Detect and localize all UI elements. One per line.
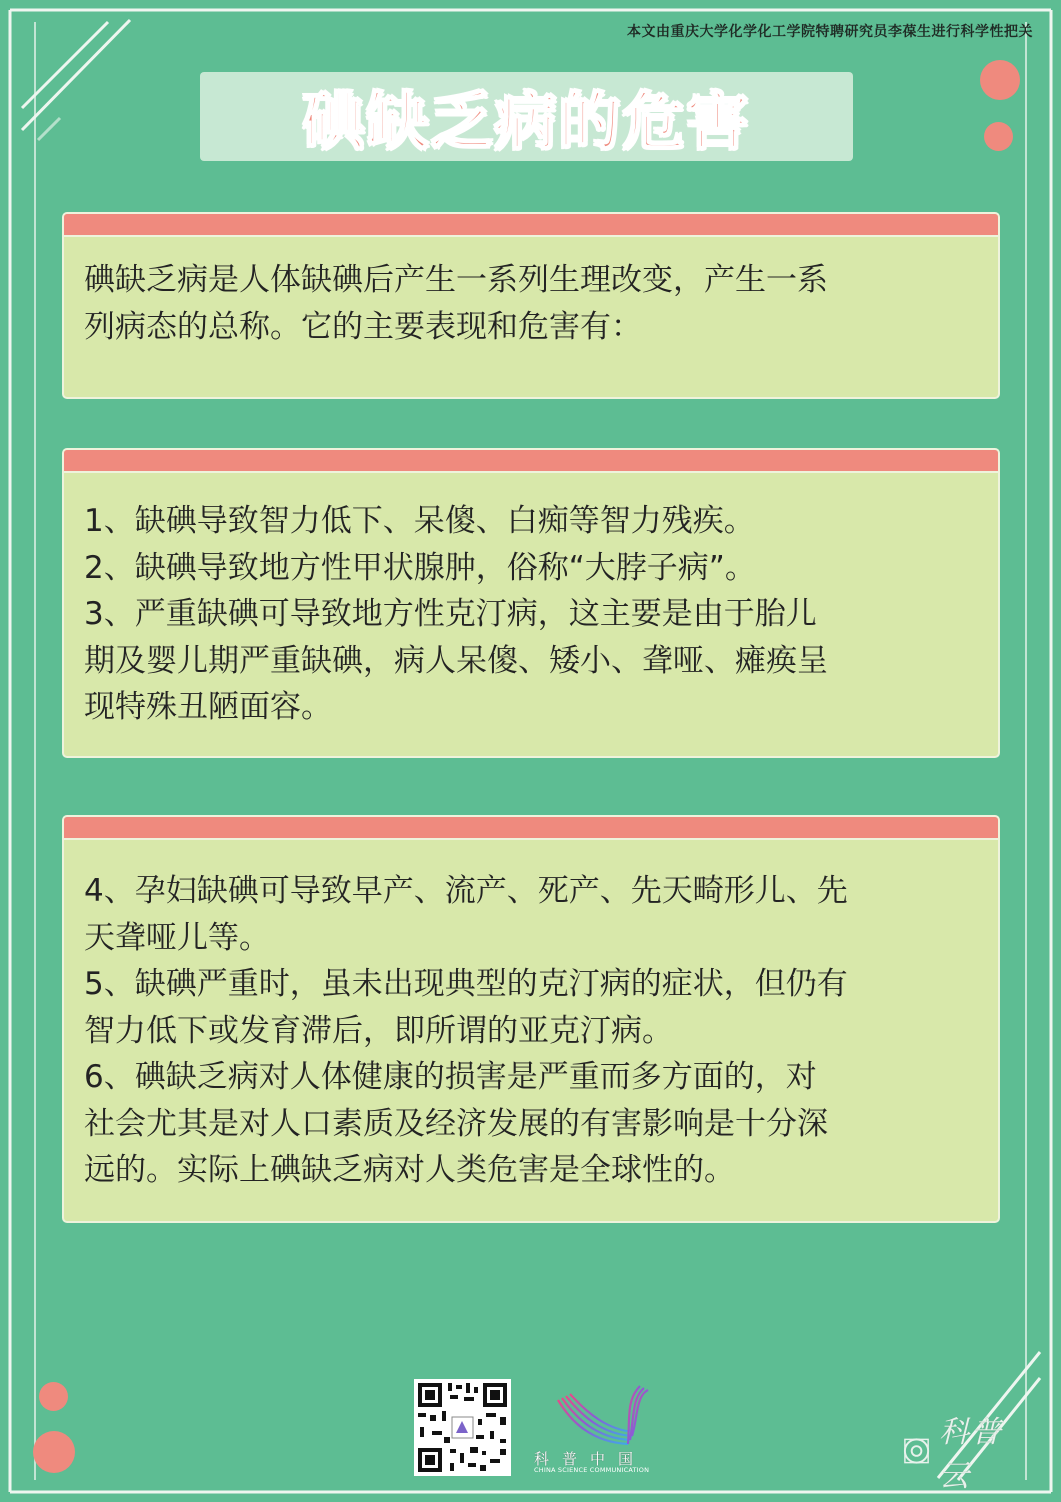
qr-code-icon (414, 1379, 511, 1476)
title-box (200, 72, 853, 161)
card-text (64, 237, 998, 350)
text-line: 2、缺碘导致地方性甲状腺肿，俗称“大脖子病”。 (84, 549, 756, 586)
page-title: 碘缺乏病的危害 (302, 85, 751, 158)
watermark-text: 科普云 (939, 1415, 1004, 1494)
logo-subtitle: CHINA SCIENCE COMMUNICATION (534, 1466, 650, 1474)
card-text (64, 840, 998, 1194)
decorative-dot (33, 1431, 75, 1473)
qr-code[interactable] (414, 1379, 511, 1476)
logo-name: 科普中国 (534, 1450, 647, 1468)
info-card-harms-1 (62, 448, 1000, 758)
text-line: 智力低下或发育滞后，即所谓的亚克汀病。 (84, 1012, 673, 1049)
watermark (902, 1415, 1032, 1494)
card-text (64, 473, 998, 731)
card-header-bar (64, 817, 998, 840)
text-line: 6、碘缺乏病对人体健康的损害是严重而多方面的，对 (84, 1059, 817, 1095)
text-line: 天聋哑儿等。 (84, 919, 270, 956)
text-line: 3、严重缺碘可导致地方性克汀病，这主要是由于胎儿 (84, 596, 817, 632)
info-card-harms-2 (62, 815, 1000, 1223)
text-line: 列病态的总称。它的主要表现和危害有： (84, 308, 642, 345)
decorative-dot (980, 60, 1020, 100)
info-card-intro (62, 212, 1000, 399)
decorative-dot (984, 122, 1013, 151)
text-line: 远的。实际上碘缺乏病对人类危害是全球性的。 (84, 1152, 735, 1188)
text-line: 5、缺碘严重时，虽未出现典型的克汀病的症状，但仍有 (84, 966, 848, 1002)
text-line: 现特殊丑陋面容。 (84, 689, 332, 725)
decorative-dot (39, 1382, 68, 1411)
text-line: 期及婴儿期严重缺碘，病人呆傻、矮小、聋哑、瘫痪呈 (84, 642, 828, 679)
text-line: 4、孕妇缺碘可导致早产、流产、死产、先天畸形儿、先 (84, 873, 848, 909)
card-header-bar (64, 450, 998, 473)
card-header-bar (64, 214, 998, 237)
text-line: 社会尤其是对人口素质及经济发展的有害影响是十分深 (84, 1105, 828, 1142)
text-line: 碘缺乏病是人体缺碘后产生一系列生理改变，产生一系 (84, 262, 828, 298)
science-review-credit: 本文由重庆大学化学化工学院特聘研究员李葆生进行科学性把关 (627, 24, 1033, 40)
text-line: 1、缺碘导致智力低下、呆傻、白痴等智力残疾。 (84, 503, 755, 539)
watermark-logo-icon (902, 1436, 931, 1466)
